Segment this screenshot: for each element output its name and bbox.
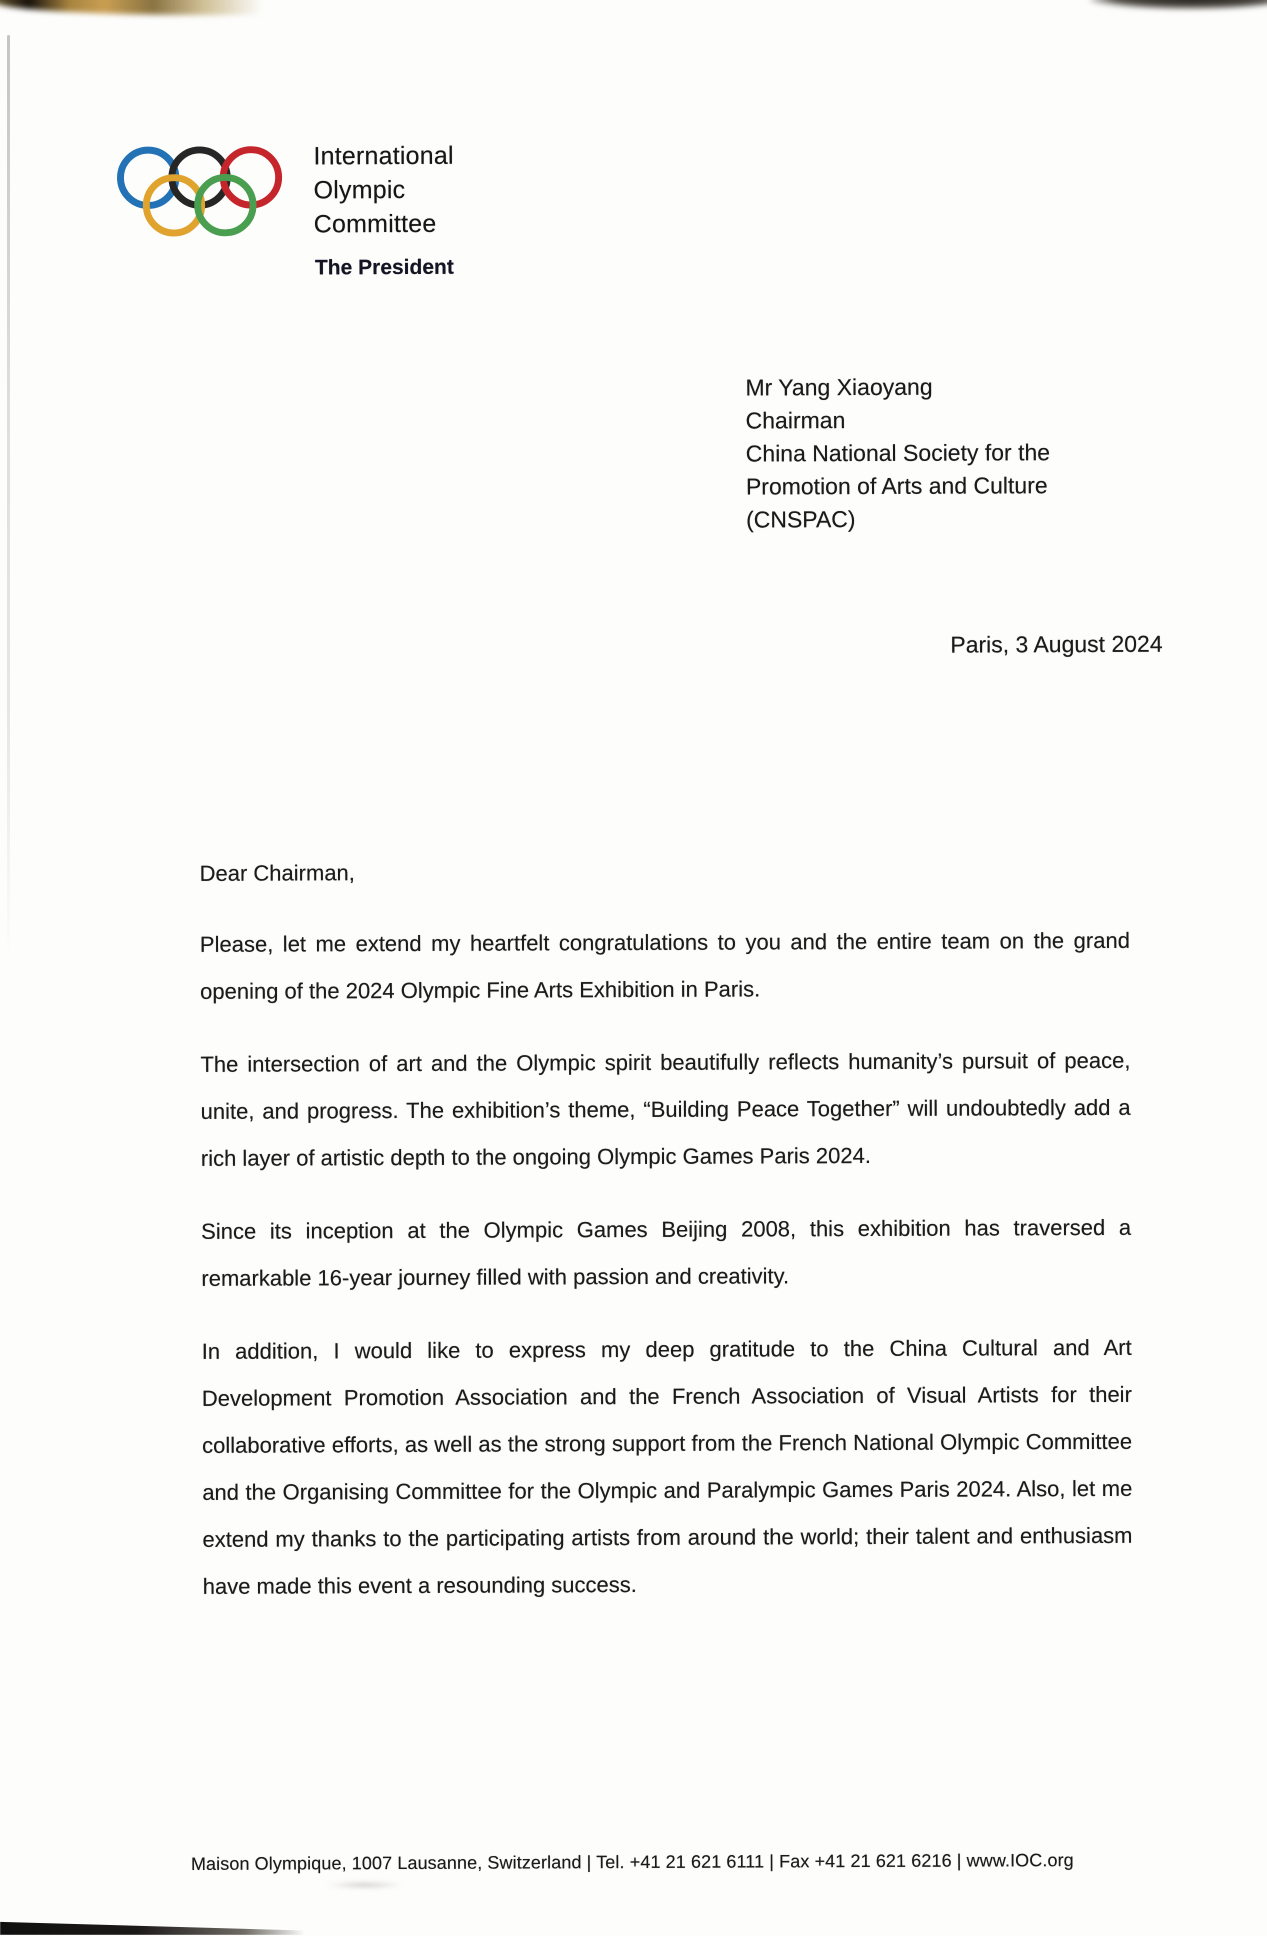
footer-contact-line: Maison Olympique, 1007 Lausanne, Switzerland | Tel. +41 21 621 6111 | Fax +41 21 621 6216 | www.IOC.org [190,1850,1074,1874]
salutation: Dear Chairman, [199,860,355,886]
recipient-title: Chairman [745,407,846,434]
body-paragraph: In addition, I would like to express my deep gratitude to the China Cultural and Art Development Promotion Association and the French Association of Visual Artists for their collaborative efforts, as well as the strong support from the French National Olympic Committee and the Organising Committee for the Olympic and Paralympic Games Paris 2024. Also, let me extend my thanks to the participating artists from around the world; their talent and enthusiasm have made this event a resounding success. [201,1334,1133,1599]
org-name-line: International [313,141,454,171]
org-name-line: Olympic [313,175,406,205]
recipient-org-acronym: (CNSPAC) [745,506,856,533]
recipient-org-line: China National Society for the [745,439,1051,467]
recipient-address-block [745,370,1050,536]
body-paragraph: Since its inception at the Olympic Games Beijing 2008, this exhibition has traversed a remarkable 16-year journey filled with passion and creativity. [201,1214,1132,1291]
body-paragraph: Please, let me extend my heartfelt congratulations to you and the entire team on the grand opening of the 2024 Olympic Fine Arts Exhibition in Paris. [199,927,1130,1004]
body-paragraph: The intersection of art and the Olympic spirit beautifully reflects humanity’s pursuit of peace, unite, and progress. The exhibition’s theme, “Building Peace Together” will undoubtedly add a rich layer of artistic depth to the ongoing Olympic Games Paris 2024. [200,1047,1131,1171]
org-name [313,139,454,242]
scan-fold-line-left [7,35,10,960]
sender-role-title: The President [314,255,454,280]
scan-smudge-bottom [325,1881,405,1889]
recipient-name: Mr Yang Xiaoyang [745,373,933,401]
org-name-line: Committee [313,209,437,239]
letter-body [199,846,1132,1610]
date-line: Paris, 3 August 2024 [950,630,1163,658]
recipient-org-line: Promotion of Arts and Culture [745,472,1048,500]
olympic-rings-icon [114,145,284,243]
